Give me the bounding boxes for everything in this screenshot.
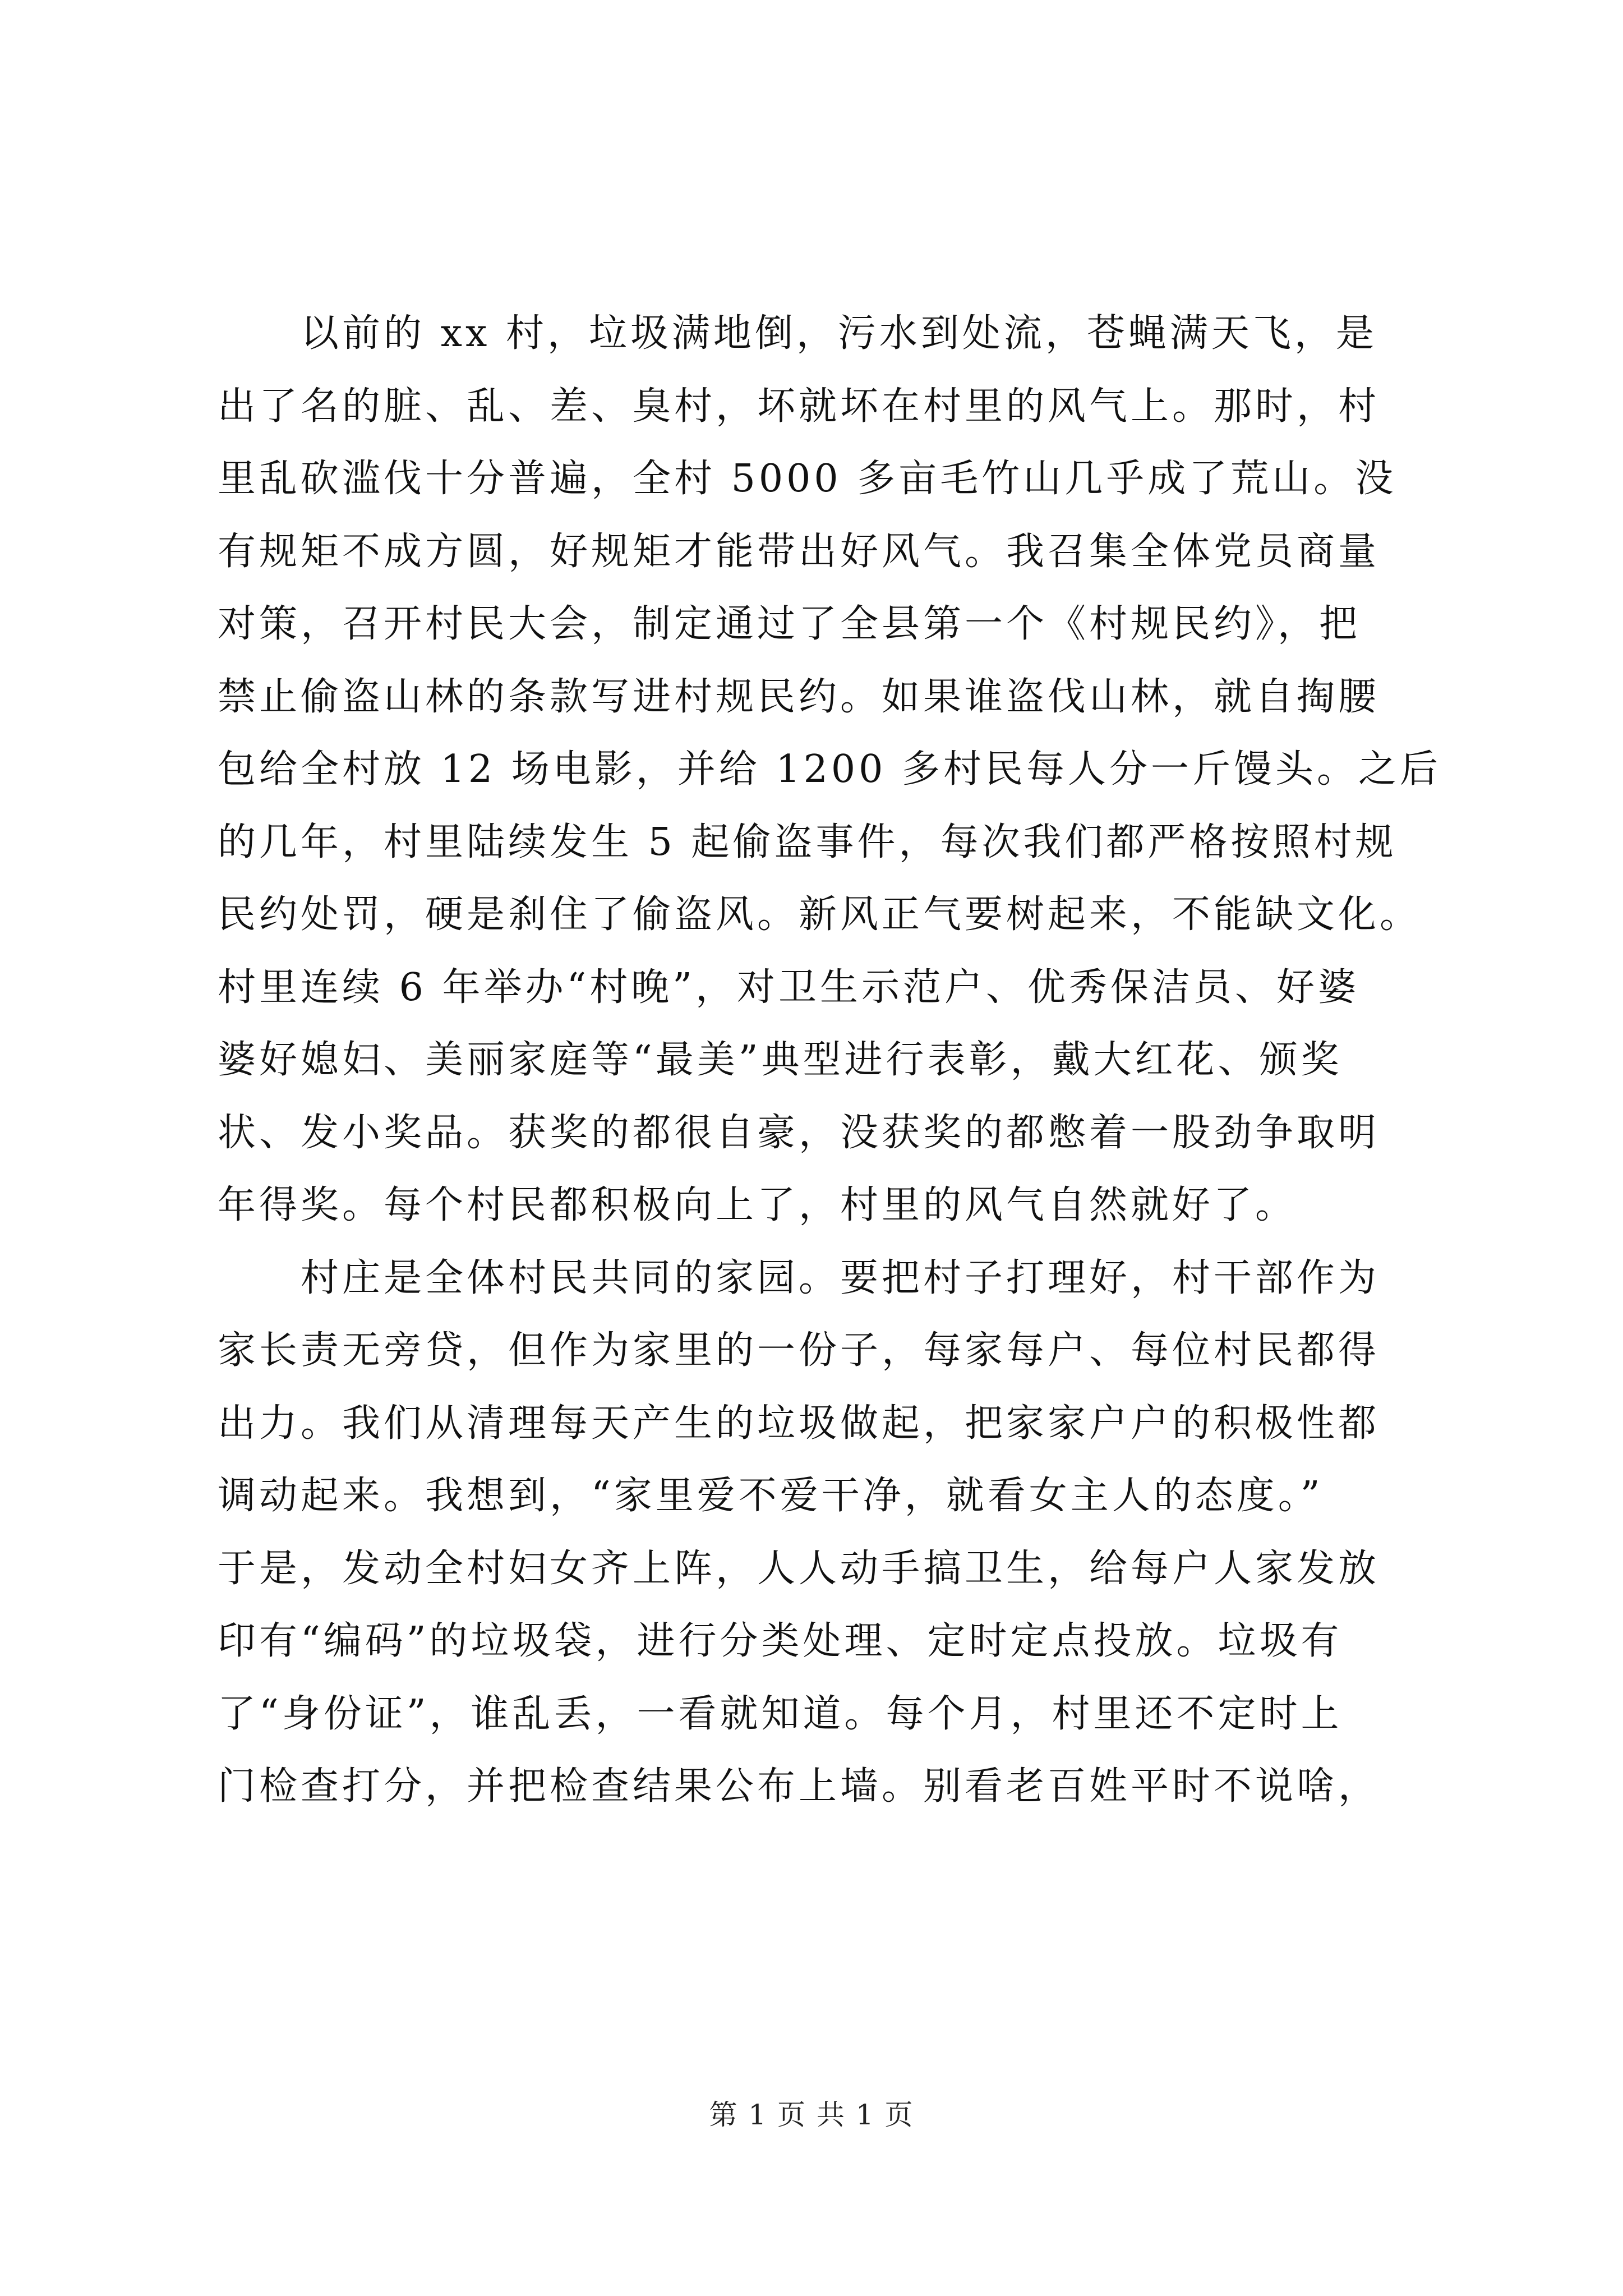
- paragraph-2: [218, 1242, 1412, 1823]
- text-line: 了“身份证”，谁乱丢，一看就知道。每个月，村里还不定时上: [218, 1691, 1343, 1736]
- text-line: 出了名的脏、乱、差、臭村，坏就坏在村里的风气上。那时，村: [218, 384, 1380, 429]
- text-line: 村里连续 6 年举办“村晚”，对卫生示范户、优秀保洁员、好婆: [218, 965, 1360, 1010]
- text-line: 里乱砍滥伐十分普遍，全村 5000 多亩毛竹山几乎成了荒山。没: [218, 457, 1397, 501]
- text-line: 包给全村放 12 场电影，并给 1200 多村民每人分一斤馒头。之后: [218, 747, 1442, 792]
- body-text: [218, 297, 1442, 1823]
- text-line: 民约处罚，硬是刹住了偷盗风。新风正气要树起来，不能缺文化。: [218, 892, 1422, 937]
- text-line: 婆好媳妇、美丽家庭等“最美”典型进行表彰，戴大红花、颁奖: [218, 1038, 1343, 1082]
- text-line: 门检查打分，并把检查结果公布上墙。别看老百姓平时不说啥，: [218, 1764, 1380, 1809]
- text-line: 对策，召开村民大会，制定通过了全县第一个《村规民约》，把: [218, 602, 1361, 646]
- text-line: 年得奖。每个村民都积极向上了，村里的风气自然就好了。: [218, 1183, 1297, 1227]
- text-line: 以前的 xx 村，垃圾满地倒，污水到处流，苍蝇满天飞，是: [301, 311, 1377, 356]
- text-line: 出力。我们从清理每天产生的垃圾做起，把家家户户的积极性都: [218, 1401, 1380, 1446]
- text-line: 的几年，村里陆续发生 5 起偷盗事件，每次我们都严格按照村规: [218, 820, 1397, 864]
- page-footer: 第 1 页 共 1 页: [709, 2099, 914, 2131]
- text-line: 于是，发动全村妇女齐上阵，人人动手搞卫生，给每户人家发放: [218, 1546, 1380, 1591]
- text-line: 状、发小奖品。获奖的都很自豪，没获奖的都憋着一股劲争取明: [218, 1110, 1380, 1155]
- text-line: 调动起来。我想到，“家里爱不爱干净，就看女主人的态度。”: [218, 1474, 1324, 1518]
- paragraph-1: [218, 297, 1442, 1242]
- text-line: 禁止偷盗山林的条款写进村规民约。如果谁盗伐山林，就自掏腰: [218, 674, 1380, 719]
- text-line: 家长责无旁贷，但作为家里的一份子，每家每户、每位村民都得: [218, 1328, 1380, 1373]
- text-line: 印有“编码”的垃圾袋，进行分类处理、定时定点投放。垃圾有: [218, 1619, 1343, 1663]
- text-line: 村庄是全体村民共同的家园。要把村子打理好，村干部作为: [301, 1255, 1380, 1300]
- text-line: 有规矩不成方圆，好规矩才能带出好风气。我召集全体党员商量: [218, 529, 1380, 574]
